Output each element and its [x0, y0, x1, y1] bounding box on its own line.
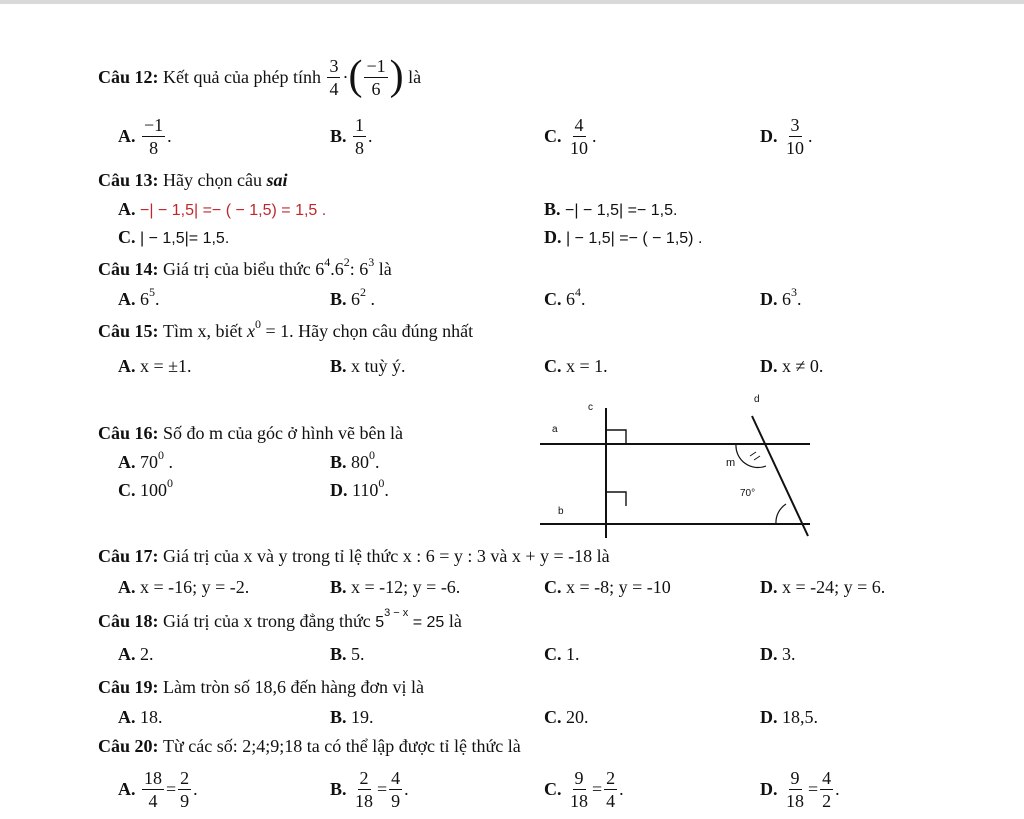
label-c: c [588, 402, 593, 413]
question-12: Câu 12: Kết quả của phép tính $\frac{3}{4}$ · ( $\frac{-1}{6}$ ) là [98, 53, 422, 100]
q15-option-c[interactable]: C. x = 1. [544, 356, 608, 376]
label-b: b [558, 506, 564, 517]
q19-option-b[interactable]: B. 19. [330, 707, 374, 727]
top-edge [0, 0, 1024, 4]
q20-option-b[interactable]: B. $\frac{2}{18}$ = $\frac{4}{9}$ . [330, 767, 409, 811]
question-18: Câu 18: Giá trị của x trong đẳng thức $5^{3 - x} = 25$ là [98, 607, 462, 631]
q12-fraction-2: $\frac{-1}{6}$ [366, 55, 386, 99]
q20-option-d[interactable]: D. $\frac{9}{18}$ = $\frac{4}{2}$ . [760, 767, 840, 811]
label-a: a [552, 424, 558, 435]
q15-option-b[interactable]: B. x tuỳ ý. [330, 356, 406, 376]
q18-option-b[interactable]: B. 5. [330, 644, 365, 664]
right-angle-mark-bottom [606, 492, 626, 506]
q12-option-a[interactable]: A. $\frac{-1}{8}$ . [118, 114, 172, 158]
question-12-label: Câu 12: [98, 67, 159, 87]
q12-option-c[interactable]: C. $\frac{4}{10}$ . [544, 114, 597, 158]
question-16: Câu 16: Số đo m của góc ở hình vẽ bên là [98, 423, 403, 443]
q14-option-b[interactable]: B. $6^2$ . [330, 285, 376, 309]
q18-option-c[interactable]: C. 1. [544, 644, 580, 664]
q12-fraction-1: $\frac{3}{4}$ [329, 55, 339, 99]
q16-option-c[interactable]: C. $100^0$ [118, 476, 173, 500]
q13-option-d[interactable]: D. | − 1,5| =− ( − 1,5) . [544, 227, 703, 247]
q16-option-a[interactable]: A. $70^0$ . [118, 448, 173, 472]
q19-option-a[interactable]: A. 18. [118, 707, 163, 727]
question-19: Câu 19: Làm tròn số 18,6 đến hàng đơn vị là [98, 677, 424, 697]
q13-option-c[interactable]: C. | − 1,5|= 1,5. [118, 227, 230, 247]
q14-option-c[interactable]: C. $6^4$. [544, 285, 586, 309]
q13-option-a[interactable]: A. −| − 1,5| =− ( − 1,5) = 1,5 . [118, 199, 327, 219]
line-d [752, 416, 808, 536]
q20-option-c[interactable]: C. $\frac{9}{18}$ = $\frac{2}{4}$ . [544, 767, 624, 811]
q16-option-d[interactable]: D. $110^0$. [330, 476, 389, 500]
question-17: Câu 17: Giá trị của x và y trong tỉ lệ thức x : 6 = y : 3 và x + y = -18 là [98, 546, 610, 566]
right-angle-mark-top [606, 430, 626, 444]
question-20: Câu 20: Từ các số: 2;4;9;18 ta có thể lập được tỉ lệ thức là [98, 736, 521, 756]
label-70: 70° [740, 488, 756, 499]
question-14: Câu 14: Giá trị của biểu thức $6^4.6^2$: $6^3$ là [98, 255, 392, 279]
q13-option-b[interactable]: B. −| − 1,5| =− 1,5. [544, 199, 678, 219]
q17-option-d[interactable]: D. x = -24; y = 6. [760, 577, 886, 597]
q14-option-a[interactable]: A. $6^5$. [118, 285, 160, 309]
q19-option-d[interactable]: D. 18,5. [760, 707, 818, 727]
q17-option-b[interactable]: B. x = -12; y = -6. [330, 577, 461, 597]
q20-option-a[interactable]: A. $\frac{18}{4}$ = $\frac{2}{9}$ . [118, 767, 198, 811]
q18-option-a[interactable]: A. 2. [118, 644, 154, 664]
q14-option-d[interactable]: D. $6^3$. [760, 285, 802, 309]
q16-option-b[interactable]: B. $80^0$. [330, 448, 380, 472]
q12-option-d[interactable]: D. $\frac{3}{10}$ . [760, 114, 813, 158]
angle-70-arc [776, 504, 786, 524]
angle-m-ticks [750, 452, 760, 460]
q15-option-a[interactable]: A. x = ±1. [118, 356, 192, 376]
label-d: d [754, 394, 760, 405]
question-12-text: Kết quả của phép tính [163, 67, 321, 87]
q17-option-c[interactable]: C. x = -8; y = -10 [544, 577, 671, 597]
question-13: Câu 13: Hãy chọn câu sai [98, 170, 288, 190]
q17-option-a[interactable]: A. x = -16; y = -2. [118, 577, 250, 597]
q15-option-d[interactable]: D. x ≠ 0. [760, 356, 824, 376]
label-m: m [726, 457, 736, 469]
q16-geometry-figure [540, 388, 820, 538]
q12-option-b[interactable]: B. $\frac{1}{8}$ . [330, 114, 373, 158]
question-15: Câu 15: Tìm x, biết $x^0 = 1$. Hãy chọn câu đúng nhất [98, 317, 474, 341]
q18-option-d[interactable]: D. 3. [760, 644, 796, 664]
q19-option-c[interactable]: C. 20. [544, 707, 589, 727]
